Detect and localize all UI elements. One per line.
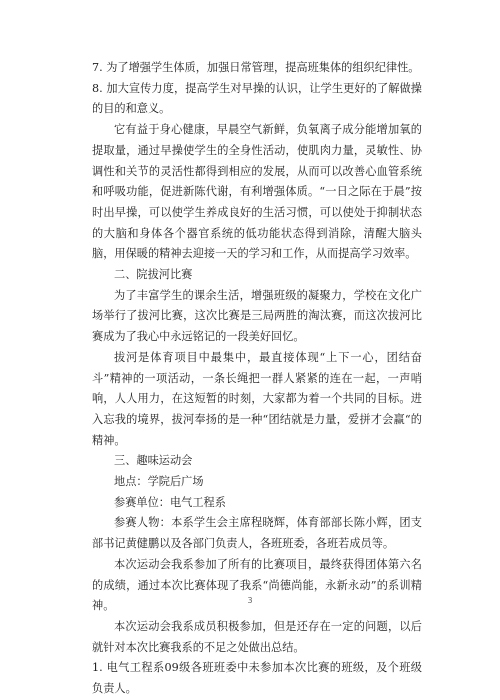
list-item-1: 1. 电气工程系09级各班班委中未参加本次比赛的班级，及个班级负责人。 bbox=[92, 661, 422, 696]
body-paragraph-tug-of-war-intro: 为了丰富学生的课余生活，增强班级的凝聚力，学校在文化广场举行了拔河比赛，这次比赛是三局两胜的淘汰赛，而这次拔河比赛成为了我心中永远铭记的一段美好回忆。 bbox=[92, 288, 422, 344]
body-paragraph-tug-of-war-spirit: 拔河是体育项目中最集中，最直接体现“上下一心，团结奋斗”精神的一项活动，一条长绳把一群人紧紧的连在一起，一声哨响，人人用力，在这短暂的时刻，大家都为着一个共同的目标。进入忘我的境界，拔河奉扬的是一种“团结就是力量，爱拼才会赢“的精神。 bbox=[92, 350, 422, 447]
page-number: 3 bbox=[247, 596, 253, 605]
list-item-7: 7. 为了增强学生体质，加强日常管理，提高班集体的组织纪律性。 bbox=[92, 61, 420, 74]
results-paragraph: 本次运动会我系参加了所有的比赛项目，最终获得团体第六名的成绩，通过本次比赛体现了我系“尚德尚能，永新永动”的系训精神。 bbox=[92, 557, 422, 613]
participants-paragraph: 参赛人物：本系学生会主席程晓辉，体育部部长陈小辉，团支部书记黄健鹏以及各部门负责人，各班班委，各班若成员等。 bbox=[92, 516, 422, 551]
body-paragraph-morning-exercise: 它有益于身心健康，早晨空气新鲜，负氧离子成分能增加氧的提取量，通过早操使学生的全身性活动，使肌肉力量，灵敏性、协调性和关节的灵活性都得到相应的发展，从而可以改善心血管系统和呼吸功能，促进新陈代谢，有利增强体质。“一日之际在于晨”按时出早操，可以使学生养成良好的生活习惯，可以使处于抑制状态的大脑和身体各个器官系统的低功能状态得到消除，清醒大脑头脑，用保暖的精神去迎接一天的学习和工作，从而提高学习效率。 bbox=[92, 123, 422, 261]
section-heading-tug-of-war: 二、院拔河比赛 bbox=[114, 268, 193, 282]
location-line: 地点：学院后广场 bbox=[114, 475, 204, 489]
list-item-8: 8. 加大宣传力度，提高学生对早操的认识，让学生更好的了解做操的目的和意义。 bbox=[92, 81, 422, 116]
section-heading-fun-games: 三、趣味运动会 bbox=[114, 454, 193, 468]
summary-paragraph: 本次运动会我系成员积极参加，但是还存在一定的问题，以后就针对本次比赛我系的不足之处做出总结。 bbox=[92, 619, 422, 654]
participant-unit-line: 参赛单位：电气工程系 bbox=[114, 495, 226, 509]
